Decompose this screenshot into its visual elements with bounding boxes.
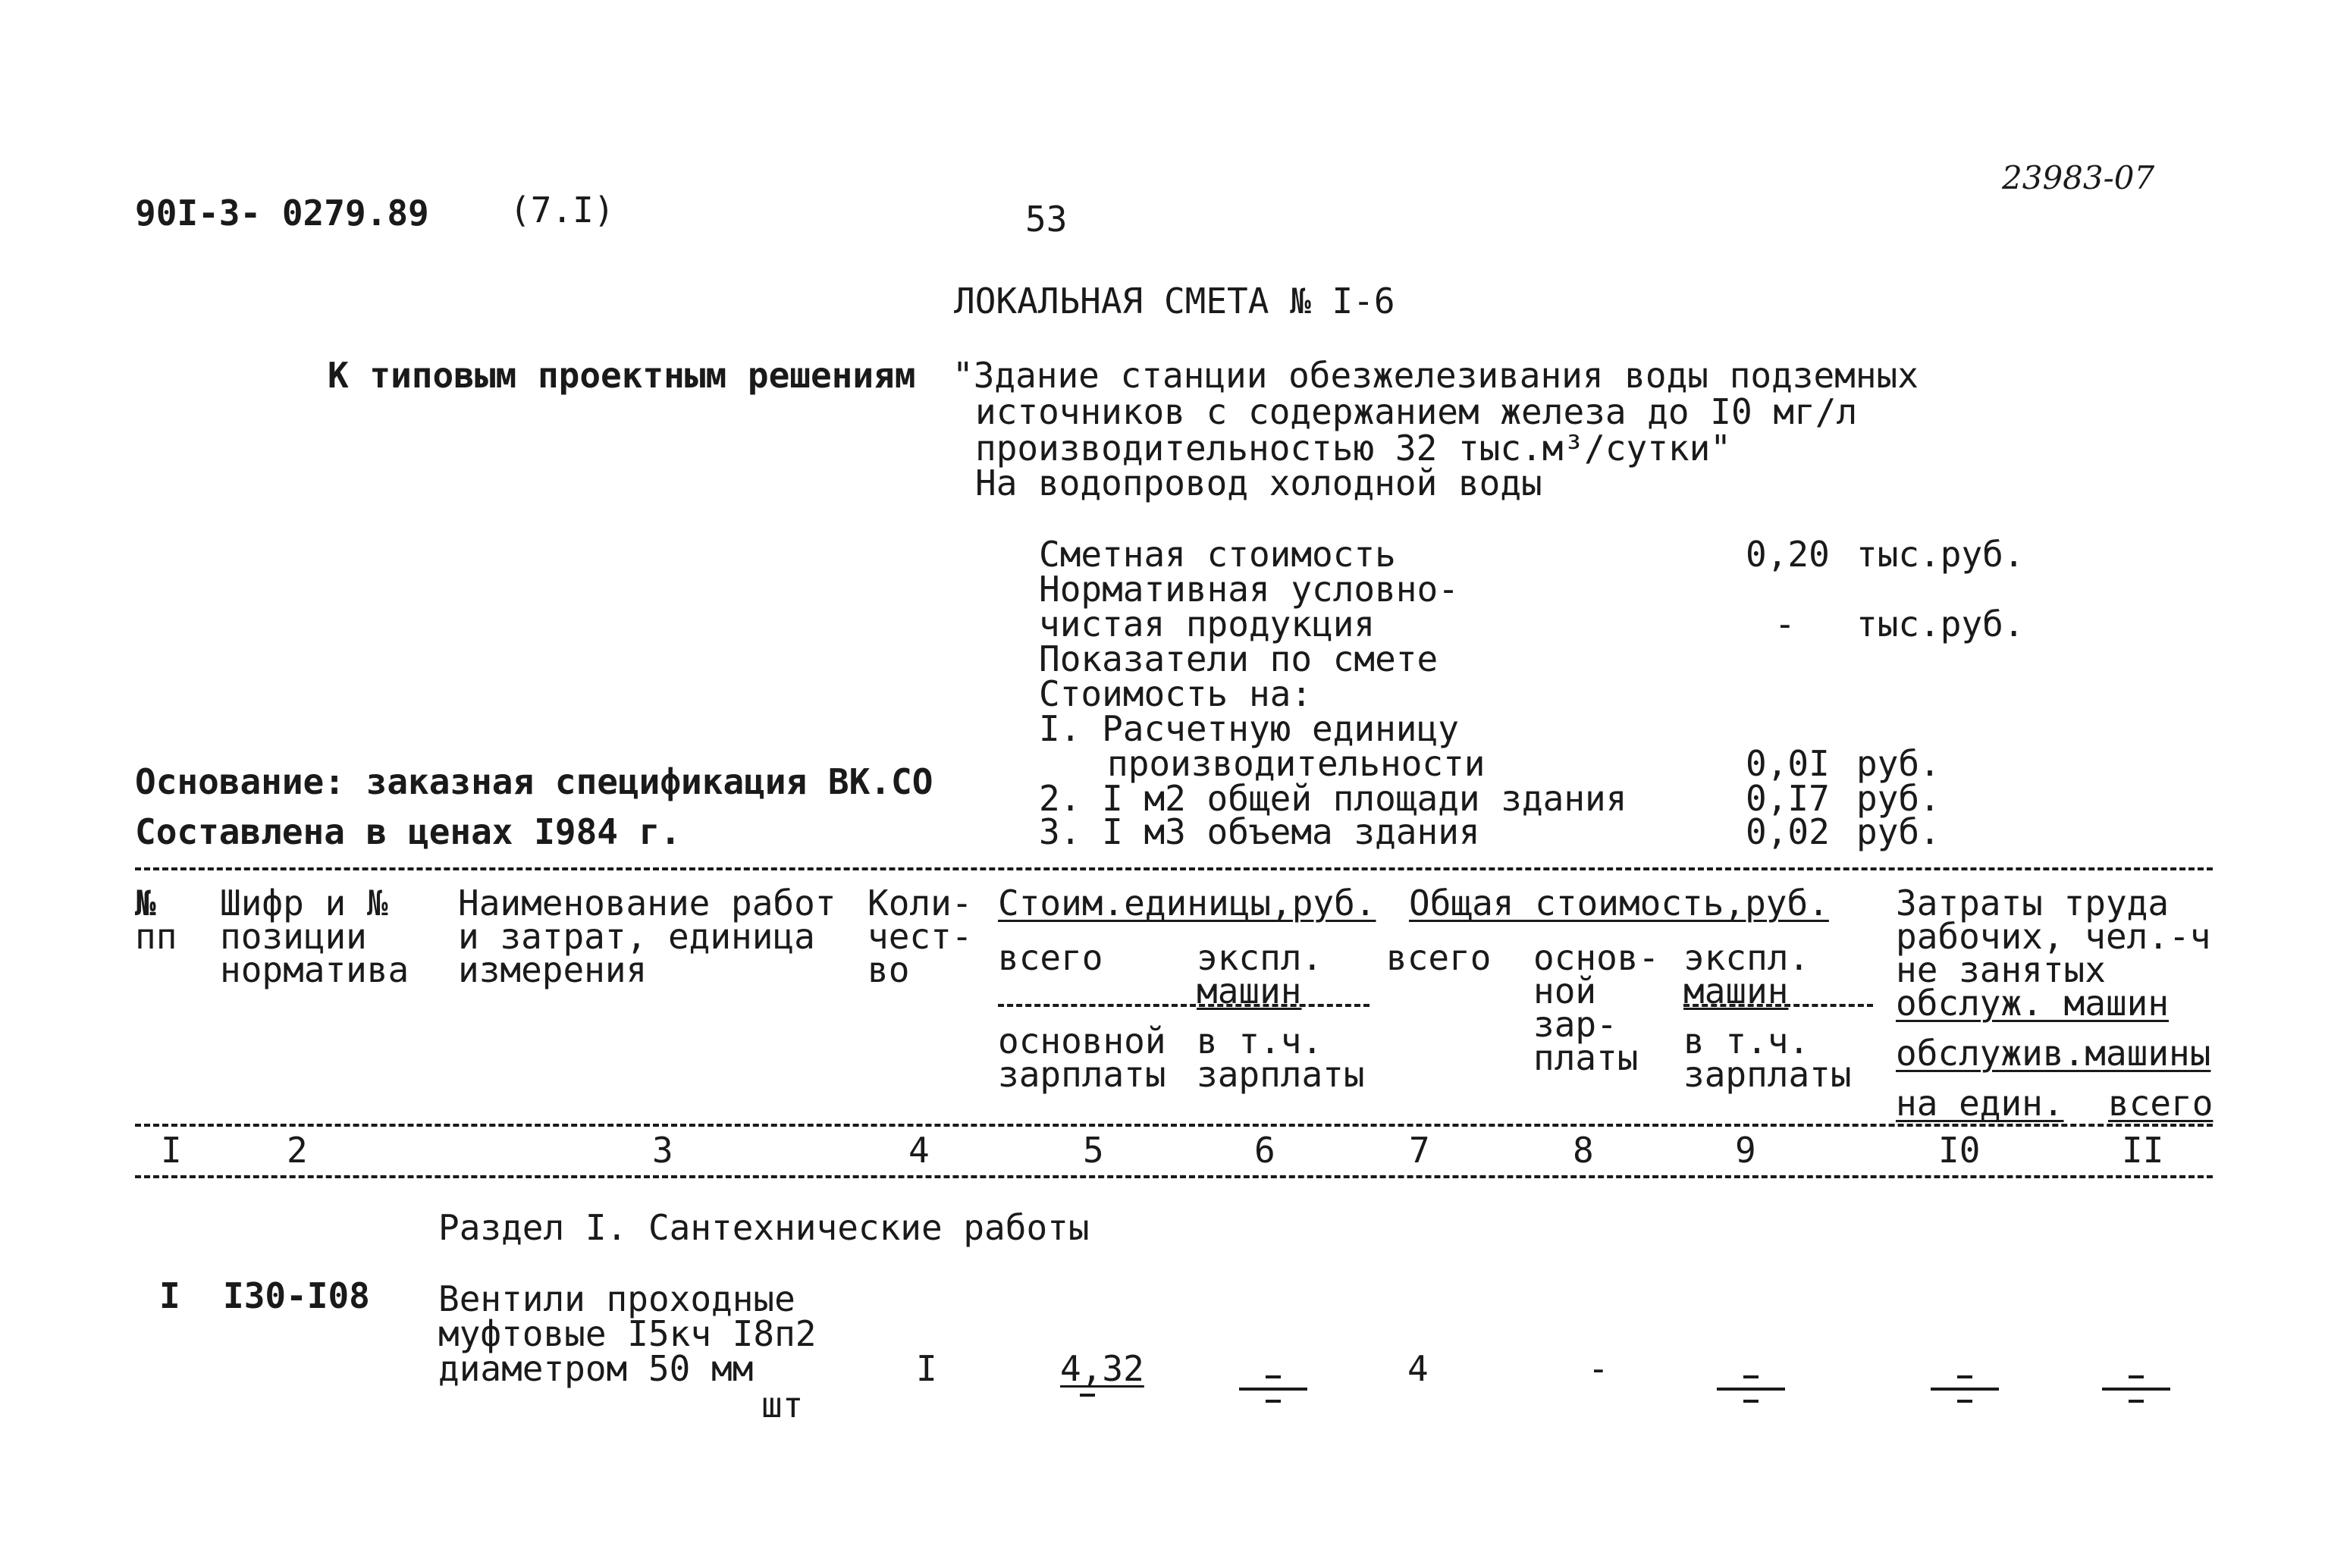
summary-item-3-value: 0,02 xyxy=(1746,811,1830,852)
header-total-mach-wage-1: в т.ч. xyxy=(1683,1021,1810,1062)
row-unit-total: 4,32 xyxy=(1060,1348,1144,1389)
header-num-1: № xyxy=(135,883,156,924)
header-total-cost: Общая стоимость,руб. xyxy=(1409,883,1829,924)
document-part: (7.I) xyxy=(510,190,615,230)
table-header-rule xyxy=(135,1124,2213,1127)
header-unit-mach-2: машин xyxy=(1197,971,1302,1011)
header-unit-cost: Стоим.единицы,руб. xyxy=(998,883,1376,924)
row-unit: шт xyxy=(761,1385,804,1425)
document-code: 90I-3- 0279.89 xyxy=(135,193,429,234)
archive-number: 23983-07 xyxy=(2002,159,2155,196)
row-qty: I xyxy=(916,1348,937,1389)
header-unit-total: всего xyxy=(998,937,1103,978)
table-top-rule xyxy=(135,867,2213,870)
header-total-wage-3: зар- xyxy=(1533,1004,1617,1045)
summary-item-1-value: 0,0I xyxy=(1746,743,1830,784)
page-number: 53 xyxy=(1025,199,1068,240)
row-unit-total-dash xyxy=(1075,1392,1106,1400)
summary-item-2-label: 2. I м2 общей площади здания xyxy=(1039,778,1627,819)
header-unit-wage-1: основной xyxy=(998,1021,1166,1062)
header-labor-3: не занятых xyxy=(1896,949,2106,990)
header-total-mach-wage-2: зарплаты xyxy=(1683,1054,1852,1095)
header-qty-1: Коли- xyxy=(868,883,973,924)
header-total-mach-2: машин xyxy=(1683,971,1789,1011)
row-name-2: муфтовые I5кч I8п2 xyxy=(438,1313,817,1354)
row-num: I xyxy=(159,1275,180,1316)
row-name-3: диаметром 50 мм xyxy=(438,1348,754,1389)
summary-norm-unit: тыс.руб. xyxy=(1856,604,2025,644)
header-name-1: Наименование работ xyxy=(458,883,836,924)
header-num-2: пп xyxy=(135,916,177,957)
header-name-2: и затрат, единица xyxy=(458,916,815,957)
header-labor-2: рабочих, чел.-ч xyxy=(1896,916,2211,957)
col-number-7: 7 xyxy=(1409,1130,1430,1171)
col-number-8: 8 xyxy=(1573,1130,1594,1171)
col-number-1: I xyxy=(161,1130,182,1171)
header-total-wage-1: основ- xyxy=(1533,937,1660,978)
col-number-10: I0 xyxy=(1938,1130,1981,1171)
header-code-1: Шифр и № xyxy=(220,883,388,924)
header-total-wage-2: ной xyxy=(1533,971,1597,1011)
row-total-mach-fraction xyxy=(1717,1371,1785,1409)
summary-cost-unit: тыс.руб. xyxy=(1856,534,2025,575)
header-qty-2: чест- xyxy=(868,916,973,957)
header-unit-mach-1: экспл. xyxy=(1197,937,1323,978)
col-number-9: 9 xyxy=(1735,1130,1756,1171)
summary-indicators-label: Показатели по смете xyxy=(1039,638,1439,679)
row-labor-all-fraction xyxy=(2102,1371,2170,1409)
col-number-5: 5 xyxy=(1083,1130,1104,1171)
summary-norm-label-1: Нормативная условно- xyxy=(1039,569,1459,610)
subtitle-line-2: источников с содержанием железа до I0 мг/л xyxy=(975,391,1858,432)
col-number-2: 2 xyxy=(287,1130,308,1171)
header-unit-mach-wage-2: зарплаты xyxy=(1197,1054,1365,1095)
subtitle-line-3: производительностью 32 тыс.м³/сутки" xyxy=(975,428,1731,469)
header-labor-1: Затраты труда xyxy=(1896,883,2170,924)
header-unit-mach-wage-1: в т.ч. xyxy=(1197,1021,1323,1062)
summary-cost-on-label: Стоимость на: xyxy=(1039,673,1313,714)
subtitle-prefix: К типовым проектным решениям xyxy=(328,355,916,396)
header-qty-3: во xyxy=(868,949,910,990)
row-unit-mach-fraction xyxy=(1239,1371,1307,1409)
summary-item-1-unit: руб. xyxy=(1856,743,1941,784)
table-colnum-rule xyxy=(135,1175,2213,1178)
header-total-total: всего xyxy=(1386,937,1492,978)
row-name-1: Вентили проходные xyxy=(438,1278,795,1319)
row-total: 4 xyxy=(1407,1348,1429,1389)
summary-item-2-value: 0,I7 xyxy=(1746,778,1830,819)
header-code-3: норматива xyxy=(220,949,409,990)
summary-item-1-label-1: I. Расчетную единицу xyxy=(1039,708,1459,749)
header-code-2: позиции xyxy=(220,916,367,957)
page-title: ЛОКАЛЬНАЯ СМЕТА № I-6 xyxy=(954,281,1395,321)
summary-item-3-unit: руб. xyxy=(1856,811,1941,852)
row-total-wage: - xyxy=(1588,1348,1609,1389)
header-total-wage-4: платы xyxy=(1533,1037,1639,1078)
header-total-divider xyxy=(1683,1004,1873,1007)
summary-norm-label-2: чистая продукция xyxy=(1039,604,1376,644)
header-unit-divider xyxy=(998,1004,1370,1007)
summary-cost-value: 0,20 xyxy=(1746,534,1830,575)
header-labor-5: обслужив.машины xyxy=(1896,1033,2211,1074)
col-number-6: 6 xyxy=(1254,1130,1275,1171)
header-labor-4: обслуж. машин xyxy=(1896,983,2170,1024)
summary-item-2-unit: руб. xyxy=(1856,778,1941,819)
header-total-mach-1: экспл. xyxy=(1683,937,1810,978)
header-unit-wage-2: зарплаты xyxy=(998,1054,1166,1095)
header-name-3: измерения xyxy=(458,949,648,990)
col-number-4: 4 xyxy=(908,1130,930,1171)
compiled-text: Составлена в ценах I984 г. xyxy=(135,811,682,852)
col-number-3: 3 xyxy=(652,1130,673,1171)
header-labor-all: всего xyxy=(2108,1083,2213,1124)
col-number-11: II xyxy=(2122,1130,2164,1171)
summary-item-1-label-2: производительности xyxy=(1107,743,1486,784)
subtitle-line-4: На водопровод холодной воды xyxy=(975,463,1542,503)
summary-item-3-label: 3. I м3 объема здания xyxy=(1039,811,1480,852)
basis-text: Основание: заказная спецификация ВК.СО xyxy=(135,761,933,802)
section-title: Раздел I. Сантехнические работы xyxy=(438,1207,1090,1248)
header-labor-unit: на един. xyxy=(1896,1083,2064,1124)
summary-norm-value: - xyxy=(1774,604,1796,644)
row-code: I30-I08 xyxy=(223,1275,370,1316)
subtitle-line-1: "Здание станции обезжелезивания воды подземных xyxy=(952,355,1919,396)
row-labor-unit-fraction xyxy=(1931,1371,1999,1409)
summary-cost-label: Сметная стоимость xyxy=(1039,534,1396,575)
